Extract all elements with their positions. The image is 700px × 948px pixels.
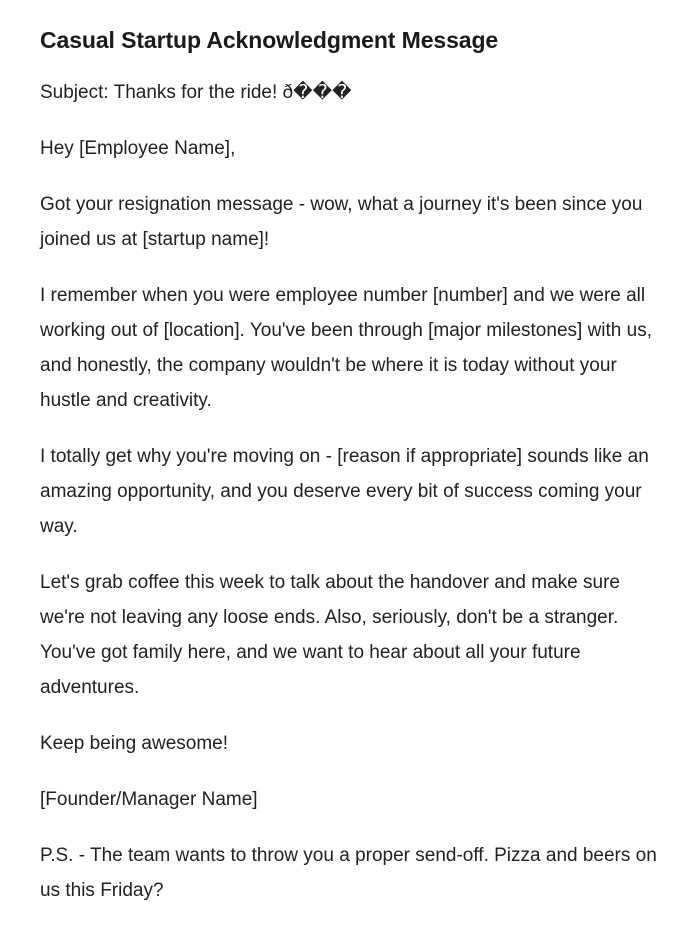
paragraph-memories: I remember when you were employee number [number] and we were all working out of [location]. You've been through [major milestones] with us, and honestly, the company wouldn't be where it is today without your hustle and creativity. (40, 284, 652, 411)
paragraph-subject: Subject: Thanks for the ride! ð��� (40, 81, 352, 103)
paragraph-signoff: Keep being awesome! (40, 732, 229, 754)
paragraph-postscript: P.S. - The team wants to throw you a proper send-off. Pizza and beers on us this Friday? (40, 844, 657, 901)
paragraph-handover: Let's grab coffee this week to talk about the handover and make sure we're not leaving any loose ends. Also, seriously, don't be a stranger. You've got family here, and we want to hear about all your future adventures. (40, 571, 620, 698)
paragraph-signature: [Founder/Manager Name] (40, 788, 258, 810)
paragraph-greeting: Hey [Employee Name], (40, 137, 236, 159)
paragraph-opening: Got your resignation message - wow, what a journey it's been since you joined us at [startup name]! (40, 193, 643, 250)
paragraph-understanding: I totally get why you're moving on - [reason if appropriate] sounds like an amazing opportunity, and you deserve every bit of success coming your way. (40, 445, 649, 537)
page-title: Casual Startup Acknowledgment Message (40, 27, 499, 53)
document-body (40, 75, 660, 908)
